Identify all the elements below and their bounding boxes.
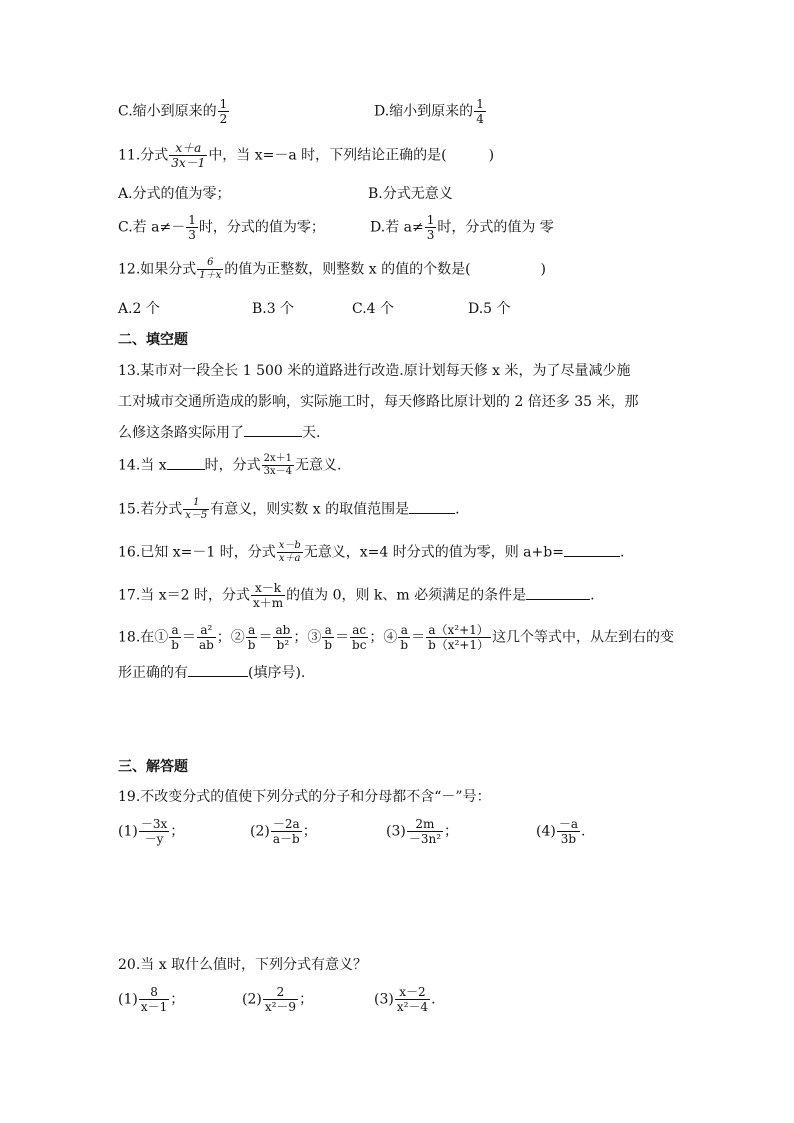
fraction: $\frac{1}{4}$ [476, 97, 484, 126]
fraction: $\frac{1}{3}$ [426, 213, 435, 242]
fraction: $\frac{x-b}{x+a}$ [278, 540, 301, 564]
answer-blank[interactable] [564, 542, 620, 557]
fraction: $\frac{1}{3}$ [188, 213, 196, 242]
q10-option-d: D.缩小到原来的 $\frac{1}{4}$ [374, 97, 484, 126]
q15-stem: 15.若分式 $\frac{1}{x-5}$ 有意义，则实数 x 的取值范围是 . [118, 497, 460, 521]
answer-blank[interactable] [167, 455, 205, 470]
q19-item-1: (1) $\frac{-3x}{-y}$ ； [118, 817, 185, 846]
q12-option-c: C.4 个 [352, 301, 395, 317]
q20-item-1: (1) $\frac{8}{x-1}$ ； [118, 985, 185, 1014]
q12-stem: 12.如果分式 $\frac{6}{1+x}$ 的值为正整数，则整数 x 的值的个数是( ) [118, 257, 546, 281]
section-title-fill-blank: 二、填空题 [118, 332, 188, 348]
fraction: $\frac{\text{a（x²+1）}}{\text{b（x²+1）}}$ [428, 623, 490, 652]
fraction: $\frac{ab}{\text{b²}}$ [275, 623, 291, 652]
answer-blank[interactable] [188, 662, 248, 677]
fraction: $\frac{-2a}{a-b}$ [272, 817, 300, 846]
q11-stem: 11.分式 $\frac{x+a}{3x-1}$ 中，当 x=－a 时，下列结论正确的是( ) [118, 141, 495, 170]
q19-item-2: (2) $\frac{-2a}{a-b}$ ； [250, 817, 317, 846]
q14-stem: 14.当 x 时，分式 $\frac{2x+1}{3x-4}$ 无意义. [118, 453, 342, 477]
q13-line-2: 工对城市交通所造成的影响，实际施工时，每天修路比原计划的 2 倍还多 35 米，那 [118, 394, 639, 410]
q17-stem: 17.当 x＝2 时，分式 $\frac{x-k}{x+m}$ 的值为 0，则 k、m 必须满足的条件是 . [118, 581, 595, 610]
q11-option-d: D.若 a≠ $\frac{1}{3}$ 时，分式的值为 零 [370, 213, 554, 242]
answer-blank[interactable] [526, 585, 590, 600]
q20-item-2: (2) $\frac{2}{\text{x²－9}}$ ； [242, 985, 314, 1014]
q20-stem: 20.当 x 取什么值时，下列分式有意义？ [118, 957, 368, 973]
q10-option-c: C.缩小到原来的 $\frac{1}{2}$ [118, 97, 228, 126]
q13-line-1: 13.某市对一段全长 1 500 米的道路进行改造.原计划每天修 x 米，为了尽量减少施 [118, 363, 631, 379]
fraction: $\frac{\text{a²}}{ab}$ [198, 623, 214, 652]
q19-item-3: (3) $\frac{2m}{\text{－3n²}}$ ； [386, 817, 459, 846]
q19-stem: 19.不改变分式的值使下列分式的分子和分母都不含“－”号： [118, 789, 491, 805]
fraction: $\frac{2x+1}{3x-4}$ [263, 453, 292, 477]
q19-item-4: (4) $\frac{-a}{3b}$ . [536, 817, 586, 846]
answer-blank[interactable] [409, 499, 455, 514]
q11-option-a: A.分式的值为零； [118, 186, 231, 202]
fraction: $\frac{-3x}{-y}$ [140, 817, 168, 846]
fraction: $\frac{a}{b}$ [400, 623, 409, 652]
fraction: $\frac{a}{b}$ [324, 623, 333, 652]
fraction: $\frac{-a}{3b}$ [558, 817, 578, 846]
fraction: $\frac{a}{b}$ [171, 623, 179, 652]
fraction: $\frac{x-k}{x+m}$ [252, 581, 284, 610]
q16-stem: 16.已知 x=－1 时，分式 $\frac{x-b}{x+a}$ 无意义，x=4 时分式的值为零，则 a+b= . [118, 540, 625, 564]
fraction: $\frac{6}{1+x}$ [199, 257, 222, 281]
fraction: $\frac{ac}{bc}$ [352, 623, 367, 652]
q11-option-c: C.若 a≠－ $\frac{1}{3}$ 时，分式的值为零； [118, 213, 325, 242]
q13-line-3: 么修这条路实际用了 天. [118, 422, 320, 444]
q20-item-3: (3) $\frac{x-2}{\text{x²－4}}$ . [374, 985, 436, 1014]
fraction: $\frac{x-2}{\text{x²－4}}$ [396, 985, 429, 1014]
fraction: $\frac{1}{x-5}$ [185, 497, 208, 521]
q11-option-b: B.分式无意义 [368, 186, 453, 202]
fraction: $\frac{x+a}{3x-1}$ [171, 141, 206, 170]
fraction: $\frac{1}{2}$ [219, 97, 228, 126]
answer-blank[interactable] [244, 422, 302, 437]
q12-option-a: A.2 个 [118, 301, 160, 317]
q12-option-d: D.5 个 [468, 301, 511, 317]
q18-stem: 18.在① $\frac{a}{b}$ ＝ $\frac{\text{a²}}{ab}$ ；② $\frac{a}{b}$ ＝ $\frac{ab}{\text{b²}}$ ；③ $\frac{a}{b}$ ＝ $\frac{ac}{bc}$ ；④ $\frac{a}{b}$ ＝ $\frac{\text{a（x²+1）}}{\text{b（x²+1）}}$ 这几个等式中，从左到右的变 [118, 623, 675, 652]
section-title-solve: 三、解答题 [118, 759, 188, 775]
fraction: $\frac{2}{\text{x²－9}}$ [264, 985, 297, 1014]
fraction: $\frac{8}{x-1}$ [140, 985, 168, 1014]
q12-option-b: B.3 个 [252, 301, 295, 317]
q18-line-2: 形正确的有 (填序号). [118, 662, 305, 684]
fraction: $\frac{2m}{\text{－3n²}}$ [408, 817, 442, 846]
fraction: $\frac{a}{b}$ [247, 623, 256, 652]
